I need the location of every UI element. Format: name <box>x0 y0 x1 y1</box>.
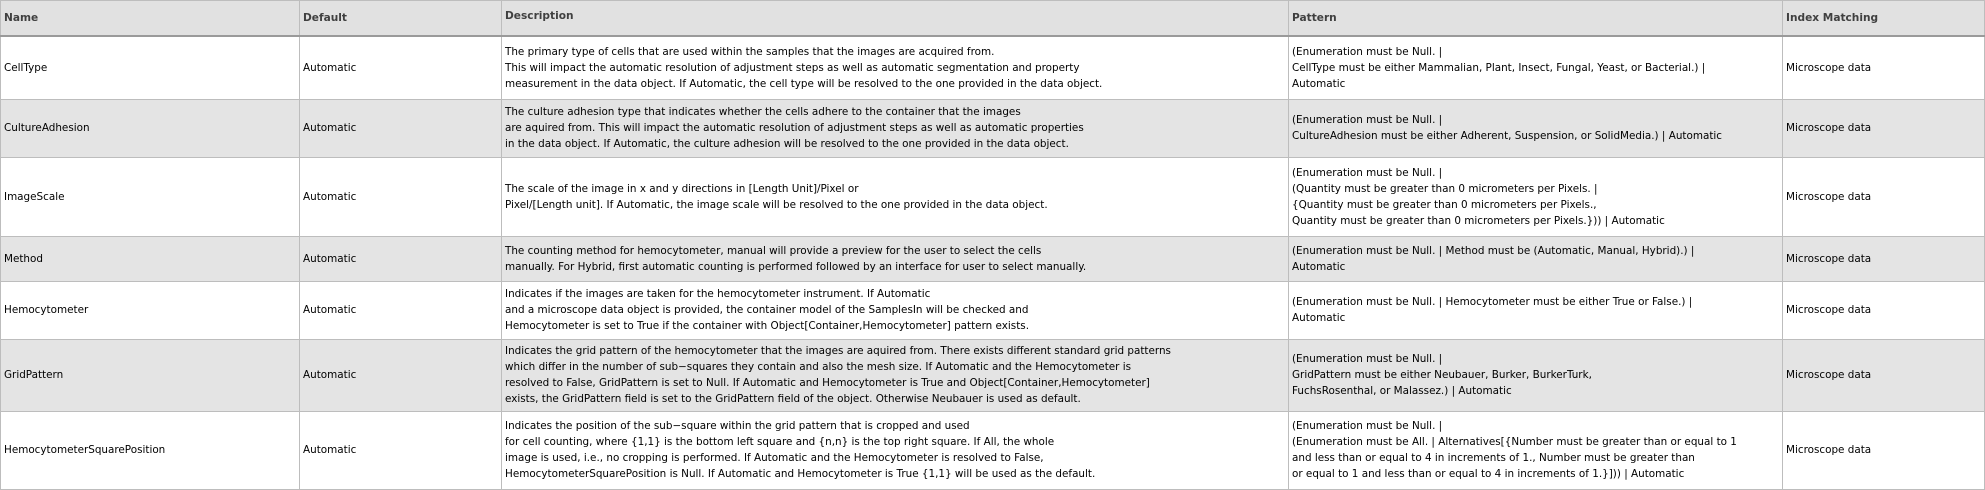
table-row-imagescale <box>1 157 1985 236</box>
cell-pattern: (Enumeration must be Null. | (Quantity must be greater than 0 micrometers per Pixels. | {Quantity must be greater than 0 micrometers per Pixels., Quantity must be greater than 0 micrometers per Pixels.})) | Automatic <box>1289 157 1783 236</box>
cell-index-matching: Microscope data <box>1783 99 1985 157</box>
cell-description: The counting method for hemocytometer, manual will provide a preview for the user to select the cells manually. For Hybrid, first automatic counting is performed followed by an interface for user to select manually. <box>502 236 1289 281</box>
cell-name: HemocytometerSquarePosition <box>1 411 300 489</box>
cell-name: Hemocytometer <box>1 281 300 339</box>
header-default: Default <box>300 1 502 37</box>
cell-description: Indicates the position of the sub−square within the grid pattern that is cropped and used for cell counting, where {1,1} is the bottom left square and {n,n} is the top right square. If All, the whole image is used, i.e., no cropping is performed. If Automatic and the Hemocytometer is resolved to False, HemocytometerSquarePosition is Null. If Automatic and Hemocytometer is True {1,1} will be used as the default. <box>502 411 1289 489</box>
table-row-cultureadhesion <box>1 99 1985 157</box>
cell-default: Automatic <box>300 157 502 236</box>
cell-pattern: (Enumeration must be Null. | GridPattern must be either Neubauer, Burker, BurkerTurk, FuchsRosenthal, or Malassez.) | Automatic <box>1289 339 1783 411</box>
cell-name: GridPattern <box>1 339 300 411</box>
cell-pattern: (Enumeration must be Null. | Method must be (Automatic, Manual, Hybrid).) | Automatic <box>1289 236 1783 281</box>
table-row-hemocytometer <box>1 281 1985 339</box>
cell-pattern: (Enumeration must be Null. | CultureAdhesion must be either Adherent, Suspension, or SolidMedia.) | Automatic <box>1289 99 1783 157</box>
table-row-gridpattern <box>1 339 1985 411</box>
cell-default: Automatic <box>300 339 502 411</box>
cell-default: Automatic <box>300 236 502 281</box>
cell-pattern: (Enumeration must be Null. | (Enumeration must be All. | Alternatives[{Number must be greater than or equal to 1 and less than or equal to 4 in increments of 1., Number must be greater than or equal to 1 and less than or equal to 4 in increments of 1.}])) | Automatic <box>1289 411 1783 489</box>
cell-description: Indicates the grid pattern of the hemocytometer that the images are aquired from. There exists different standard grid patterns which differ in the number of sub−squares they contain and also the mesh size. If Automatic and the Hemocytometer is resolved to False, GridPattern is set to Null. If Automatic and Hemocytometer is True and Object[Container,Hemocytometer] exists, the GridPattern field is set to the GridPattern field of the object. Otherwise Neubauer is used as default. <box>502 339 1289 411</box>
cell-default: Automatic <box>300 281 502 339</box>
cell-name: CultureAdhesion <box>1 99 300 157</box>
cell-index-matching: Microscope data <box>1783 281 1985 339</box>
cell-description: The culture adhesion type that indicates whether the cells adhere to the container that the images are aquired from. This will impact the automatic resolution of adjustment steps as well as automatic properties in the data object. If Automatic, the culture adhesion will be resolved to the one provided in the data object. <box>502 99 1289 157</box>
cell-description: The scale of the image in x and y directions in [Length Unit]/Pixel or Pixel/[Length unit]. If Automatic, the image scale will be resolved to the one provided in the data object. <box>502 157 1289 236</box>
header-index-matching: Index Matching <box>1783 1 1985 37</box>
cell-default: Automatic <box>300 36 502 99</box>
cell-description: Indicates if the images are taken for the hemocytometer instrument. If Automatic and a microscope data object is provided, the container model of the SamplesIn will be checked and Hemocytometer is set to True if the container with Object[Container,Hemocytometer] pattern exists. <box>502 281 1289 339</box>
cell-index-matching: Microscope data <box>1783 339 1985 411</box>
table-row-method <box>1 236 1985 281</box>
header-description: Description <box>502 1 1289 37</box>
header-pattern: Pattern <box>1289 1 1783 37</box>
cell-name: ImageScale <box>1 157 300 236</box>
cell-name: CellType <box>1 36 300 99</box>
cell-index-matching: Microscope data <box>1783 236 1985 281</box>
cell-name: Method <box>1 236 300 281</box>
cell-default: Automatic <box>300 411 502 489</box>
cell-description: The primary type of cells that are used within the samples that the images are acquired from. This will impact the automatic resolution of adjustment steps as well as automatic segmentation and property measurement in the data object. If Automatic, the cell type will be resolved to the one provided in the data object. <box>502 36 1289 99</box>
cell-index-matching: Microscope data <box>1783 36 1985 99</box>
header-name: Name <box>1 1 300 37</box>
cell-index-matching: Microscope data <box>1783 411 1985 489</box>
cell-index-matching: Microscope data <box>1783 157 1985 236</box>
cell-pattern: (Enumeration must be Null. | Hemocytometer must be either True or False.) | Automatic <box>1289 281 1783 339</box>
table-row-celltype <box>1 36 1985 99</box>
header-row <box>1 1 1985 37</box>
cell-default: Automatic <box>300 99 502 157</box>
table-row-hemocytometersquareposition <box>1 411 1985 489</box>
cell-pattern: (Enumeration must be Null. | CellType must be either Mammalian, Plant, Insect, Fungal, Yeast, or Bacterial.) | Automatic <box>1289 36 1783 99</box>
